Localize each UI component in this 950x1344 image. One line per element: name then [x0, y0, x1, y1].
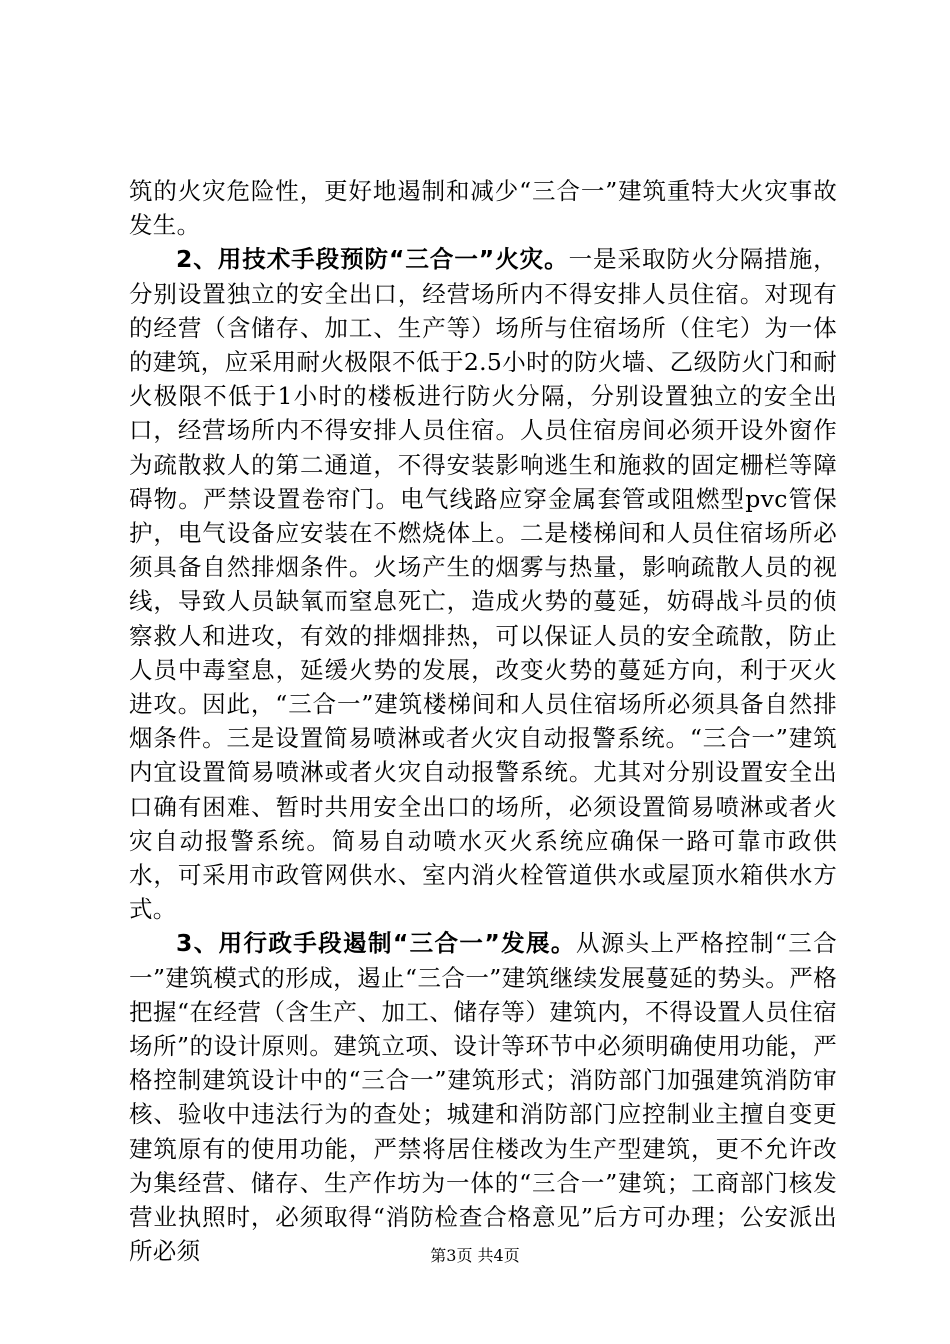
section-body-3: 从源头上严格控制“三合一”建筑模式的形成，遏止“三合一”建筑继续发展蔓延的势头。严格把握“在经营（含生产、加工、储存等）建筑内，不得设置人员住宿场所”的设计原则。建筑立项、设计等环节中必须明确使用功能，严格控制建筑设计中的“三合一”建筑形式；消防部门加强建筑消防审核、验收中违法行为的查处；城建和消防部门应控制业主擅自变更建筑原有的使用功能，严禁将居住楼改为生产型建筑，更不允许改为集经营、储存、生产作坊为一体的“三合一”建筑；工商部门核发营业执照时，必须取得“消防检查合格意见”后方可办理；公安派出所必须 [129, 929, 837, 1266]
paragraph-technical-measures [129, 242, 837, 926]
section-heading-2: 2、用技术手段预防“三合一”火灾。 [176, 245, 569, 274]
page-footer [0, 1246, 950, 1266]
paragraph-administrative-measures [129, 926, 837, 1268]
page-number: 第3页 共4页 [430, 1246, 520, 1265]
section-heading-3: 3、用行政手段遏制“三合一”发展。 [176, 929, 576, 958]
section-body-2: 一是采取防火分隔措施，分别设置独立的安全出口，经营场所内不得安排人员住宿。对现有的经营（含储存、加工、生产等）场所与住宿场所（住宅）为一体的建筑，应采用耐火极限不低于2.5小时的防火墙、乙级防火门和耐火极限不低于1小时的楼板进行防火分隔，分别设置独立的安全出口，经营场所内不得安排人员住宿。人员住宿房间必须开设外窗作为疏散救人的第二通道，不得安装影响逃生和施救的固定栅栏等障碍物。严禁设置卷帘门。电气线路应穿金属套管或阻燃型pvc管保护，电气设备应安装在不燃烧体上。二是楼梯间和人员住宿场所必须具备自然排烟条件。火场产生的烟雾与热量，影响疏散人员的视线，导致人员缺氧而窒息死亡，造成火势的蔓延，妨碍战斗员的侦察救人和进攻，有效的排烟排热，可以保证人员的安全疏散，防止人员中毒窒息，延缓火势的发展，改变火势的蔓延方向，利于灭火进攻。因此，“三合一”建筑楼梯间和人员住宿场所必须具备自然排烟条件。三是设置简易喷淋或者火灾自动报警系统。“三合一”建筑内宜设置简易喷淋或者火灾自动报警系统。尤其对分别设置安全出口确有困难、暂时共用安全出口的场所，必须设置简易喷淋或者火灾自动报警系统。简易自动喷水灭火系统应确保一路可靠市政供水，可采用市政管网供水、室内消火栓管道供水或屋顶水箱供水方式。 [129, 245, 837, 924]
document-body [129, 174, 837, 1269]
paragraph-continuation: 筑的火灾危险性，更好地遏制和减少“三合一”建筑重特大火灾事故发生。 [129, 177, 837, 240]
